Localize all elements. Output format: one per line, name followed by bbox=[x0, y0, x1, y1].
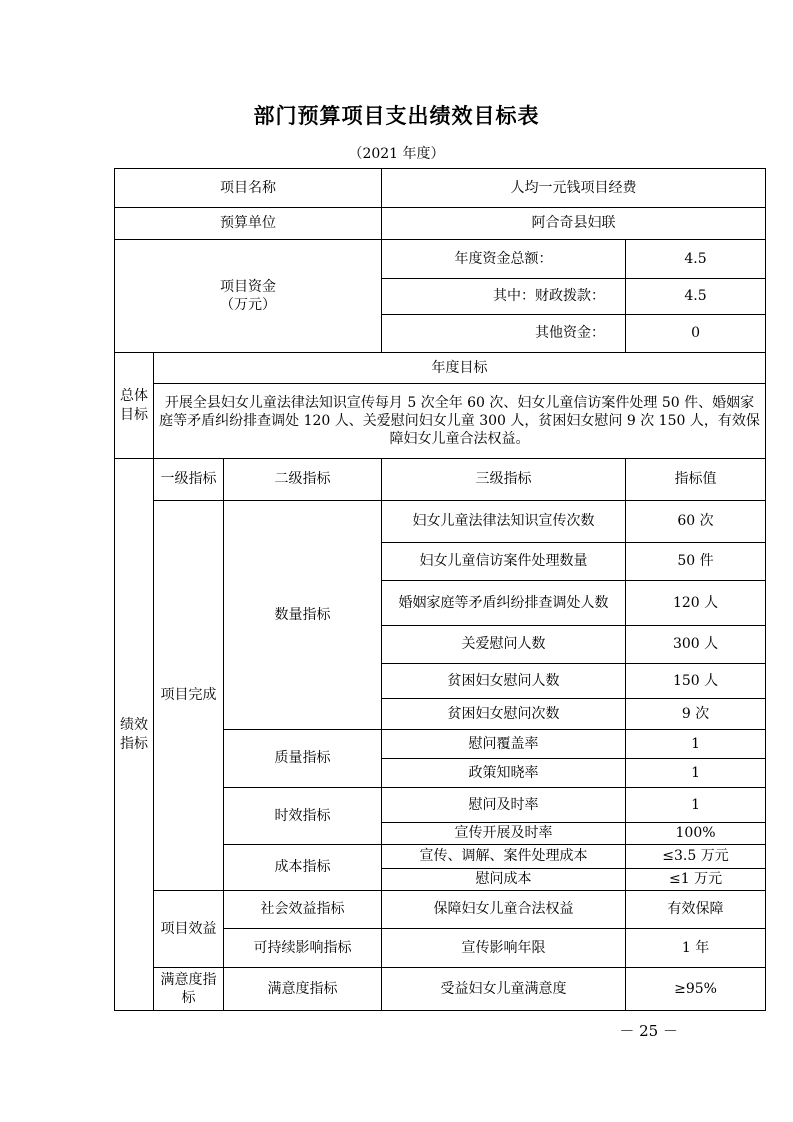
indicator-value: 1 bbox=[626, 730, 766, 759]
funds-other-value: 0 bbox=[626, 315, 766, 353]
annual-goal-header-row bbox=[115, 353, 766, 384]
budget-unit-label: 预算单位 bbox=[115, 208, 382, 240]
group-completion: 项目完成 bbox=[154, 501, 224, 891]
group-benefit: 项目效益 bbox=[154, 891, 224, 968]
funds-label bbox=[115, 240, 382, 353]
table-row bbox=[115, 891, 766, 929]
funds-label-line2: （万元） bbox=[220, 297, 277, 313]
indicator-value: 9 次 bbox=[626, 699, 766, 730]
performance-table bbox=[114, 168, 766, 1011]
overall-goal-label: 总体目标 bbox=[115, 353, 154, 459]
group-quality: 质量指标 bbox=[224, 730, 382, 788]
header-level2: 二级指标 bbox=[224, 459, 382, 501]
indicator-name: 贫困妇女慰问次数 bbox=[382, 699, 626, 730]
group-quantity: 数量指标 bbox=[224, 501, 382, 730]
indicator-value: ≤3.5 万元 bbox=[626, 845, 766, 869]
indicator-name: 慰问及时率 bbox=[382, 788, 626, 823]
indicator-header-row bbox=[115, 459, 766, 501]
funds-total-value: 4.5 bbox=[626, 240, 766, 279]
indicator-value: 1 年 bbox=[626, 929, 766, 968]
budget-unit-row bbox=[115, 208, 766, 240]
indicator-value: 300 人 bbox=[626, 626, 766, 664]
indicator-name: 宣传、调解、案件处理成本 bbox=[382, 845, 626, 869]
annual-goal-header: 年度目标 bbox=[154, 353, 766, 384]
group-social: 社会效益指标 bbox=[224, 891, 382, 929]
group-satisfaction: 满意度指标 bbox=[154, 968, 224, 1011]
indicator-value: 50 件 bbox=[626, 543, 766, 581]
budget-unit-value: 阿合奇县妇联 bbox=[382, 208, 766, 240]
header-level3: 三级指标 bbox=[382, 459, 626, 501]
page-title: 部门预算项目支出绩效目标表 bbox=[253, 104, 540, 128]
indicator-value: 有效保障 bbox=[626, 891, 766, 929]
funds-other-label: 其他资金： bbox=[382, 315, 626, 353]
indicator-name: 贫困妇女慰问人数 bbox=[382, 664, 626, 699]
group-sustain: 可持续影响指标 bbox=[224, 929, 382, 968]
annual-goal-row bbox=[115, 384, 766, 459]
project-name-value: 人均一元钱项目经费 bbox=[382, 169, 766, 208]
group-timeliness: 时效指标 bbox=[224, 788, 382, 845]
indicator-value: 1 bbox=[626, 788, 766, 823]
indicator-name: 关爱慰问人数 bbox=[382, 626, 626, 664]
page-number: － 25 － bbox=[619, 1022, 678, 1040]
project-name-row bbox=[115, 169, 766, 208]
funds-row bbox=[115, 240, 766, 279]
indicator-name: 慰问覆盖率 bbox=[382, 730, 626, 759]
table-row bbox=[115, 501, 766, 543]
indicator-name: 慰问成本 bbox=[382, 869, 626, 891]
table-row bbox=[115, 968, 766, 1011]
indicator-name: 妇女儿童法律法知识宣传次数 bbox=[382, 501, 626, 543]
page-subtitle: （2021 年度） bbox=[348, 146, 445, 162]
header-value: 指标值 bbox=[626, 459, 766, 501]
indicator-name: 婚姻家庭等矛盾纠纷排查调处人数 bbox=[382, 581, 626, 626]
indicator-value: 100% bbox=[626, 823, 766, 845]
indicator-name: 宣传影响年限 bbox=[382, 929, 626, 968]
indicator-value: 120 人 bbox=[626, 581, 766, 626]
indicator-name: 受益妇女儿童满意度 bbox=[382, 968, 626, 1011]
group-satisfaction-sub: 满意度指标 bbox=[224, 968, 382, 1011]
annual-goal-text: 开展全县妇女儿童法律法知识宣传每月 5 次全年 60 次、妇女儿童信访案件处理 50 件、婚姻家庭等矛盾纠纷排查调处 120 人、关爱慰问妇女儿童 300 人，贫困妇女慰问 9 次 150 人，有效保障妇女儿童合法权益。 bbox=[154, 384, 766, 459]
indicator-name: 保障妇女儿童合法权益 bbox=[382, 891, 626, 929]
indicator-name: 妇女儿童信访案件处理数量 bbox=[382, 543, 626, 581]
indicator-value: ≥95% bbox=[626, 968, 766, 1011]
indicator-value: 60 次 bbox=[626, 501, 766, 543]
funds-fiscal-label: 其中：财政拨款： bbox=[382, 279, 626, 315]
group-cost: 成本指标 bbox=[224, 845, 382, 891]
funds-fiscal-value: 4.5 bbox=[626, 279, 766, 315]
indicator-name: 宣传开展及时率 bbox=[382, 823, 626, 845]
header-level1: 一级指标 bbox=[154, 459, 224, 501]
project-name-label: 项目名称 bbox=[115, 169, 382, 208]
funds-total-label: 年度资金总额： bbox=[382, 240, 626, 279]
indicator-value: ≤1 万元 bbox=[626, 869, 766, 891]
funds-label-line1: 项目资金 bbox=[220, 278, 277, 295]
indicator-value: 150 人 bbox=[626, 664, 766, 699]
indicator-value: 1 bbox=[626, 759, 766, 788]
perf-indicator-label: 绩效指标 bbox=[115, 459, 154, 1011]
indicator-name: 政策知晓率 bbox=[382, 759, 626, 788]
